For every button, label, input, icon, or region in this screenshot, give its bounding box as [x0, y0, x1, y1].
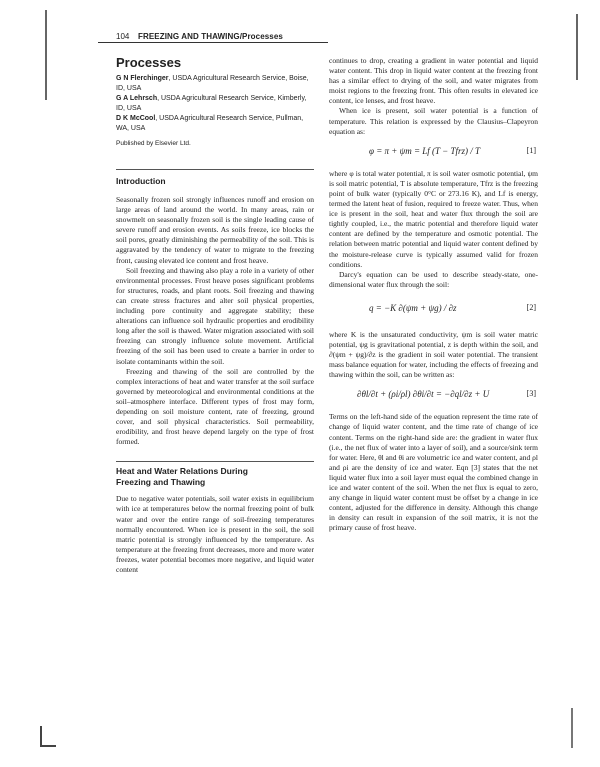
heading-line-1: Heat and Water Relations During	[116, 466, 248, 477]
running-header	[98, 29, 328, 43]
equation-1-expression: φ = π + ψm = Lf (T − Tfrz) / T	[369, 145, 480, 156]
author-2	[116, 94, 314, 114]
intro-paragraph-3: Freezing and thawing of the soil are controlled by the complex interactions of heat and water transfer at the soil surface governed by meteorological and environmental conditions at the soil–atmosphere interface. Different types of frost may form, depending on soil moisture content, rate of freezing, ground cover, and soil physical characteristics. Soil permeability, erodibility, and frost heave depend largely on the type of frost formed.	[116, 366, 314, 447]
crop-mark-bottom-right	[571, 708, 573, 748]
author-1	[116, 74, 314, 94]
header-rule	[98, 42, 328, 43]
equation-3-expression: ∂θl/∂t + (ρi/ρl) ∂θi/∂t = −∂ql/∂z + U	[357, 389, 490, 400]
section-divider	[116, 169, 314, 170]
crop-mark-bottom-left	[40, 726, 42, 746]
author-affiliation: , USDA Agricultural Research Service, Pullman, WA, USA	[116, 115, 304, 132]
heat-water-paragraph: Due to negative water potentials, soil water exists in equilibrium with ice at temperatures below the normal freezing point of bulk water and over the entire range of soil-freezing temperatures normally encountered. When ice is present in the soil, the soil matric potential is strongly influenced by the temperature. As temperature at the freezing front decreases, more and more water freezes, water potential becomes more negative, and liquid water content	[116, 494, 314, 574]
publisher-note: Published by Elsevier Ltd.	[116, 140, 191, 147]
equation-2-expression: q = −K ∂(ψm + ψg) / ∂z	[369, 302, 457, 313]
equation-2	[329, 300, 538, 324]
equation-2-number: [2]	[526, 302, 536, 312]
right-column	[329, 56, 538, 533]
section-divider	[116, 461, 314, 462]
page-number: 104	[116, 32, 130, 41]
article-title: Processes	[116, 55, 182, 70]
author-3	[116, 114, 314, 134]
left-column	[116, 55, 314, 575]
author-name: G N Flerchinger	[116, 75, 169, 82]
intro-paragraph-2: Soil freezing and thawing also play a role in a variety of other environmental processes. Frost heave poses significant problems for structures, roads, and plant roots. Soil freezing and thawing can create stress fractures and alter soil physical properties, including pore continuity and aggregate stability; these alterations can influence soil hydraulic properties and erodibility long after the soil is thawed. Water migration associated with soil freezing can strongly influence solute movement. Artificial freezing of the soil has been used to create a barrier in order to isolate contaminants within the soil.	[116, 265, 314, 366]
author-name: G A Lehrsch	[116, 95, 158, 102]
right-paragraph-3: where φ is total water potential, π is soil water osmotic potential, ψm is soil matric potential, T is absolute temperature, Tfrz is the freezing point of bulk water (typically 0°C or 273.16 K), and Lf is energy, termed the latent heat of fusion, required to freeze water. Thus, when ice is present in the soil, heat and water flux through the soil are tightly coupled, i.e., the matric potential and therefore liquid water content are defined by the temperature and osmotic potential. The relation between matric potential and liquid water content defined by the moisture-release curve is typically assumed valid for frozen conditions.	[329, 168, 538, 269]
right-paragraph-5: where K is the unsaturated conductivity, ψm is soil water matric potential, ψg is gravitational potential, z is depth within the soil, and ∂(ψm + ψg)/∂z is the gradient in soil water potential. The transient mass balance equation for water, including the effects of freezing and thawing within the soil, can be written as:	[329, 329, 538, 380]
equation-3-number: [3]	[526, 389, 536, 399]
author-affiliation: , USDA Agricultural Research Service, Boise, ID, USA	[116, 75, 309, 92]
crop-mark-top-right	[576, 14, 578, 80]
running-title: FREEZING AND THAWING/Processes	[138, 32, 283, 41]
equation-1-number: [1]	[526, 145, 536, 155]
author-affiliation: , USDA Agricultural Research Service, Kimberly, ID, USA	[116, 95, 307, 112]
right-paragraph-4: Darcy's equation can be used to describe steady-state, one-dimensional water flux through the soil:	[329, 269, 538, 289]
crop-mark-bottom-left-h	[40, 745, 56, 747]
heading-introduction: Introduction	[116, 176, 166, 186]
crop-mark-top-left	[45, 10, 47, 100]
right-paragraph-2: When ice is present, soil water potential is a function of temperature. This relation is expressed by the Clausius–Clapeyron equation as:	[329, 106, 538, 136]
heading-heat-water	[116, 466, 314, 488]
author-name: D K McCool	[116, 115, 156, 122]
heading-line-2: Freezing and Thawing	[116, 477, 206, 488]
equation-3	[329, 386, 538, 408]
equation-1	[329, 143, 538, 165]
right-paragraph-6: Terms on the left-hand side of the equation represent the time rate of change of liquid water content, and the time rate of change of ice content. Terms on the right-hand side are: the gradient in water flux (i.e., the net flux of water into a layer of soil), and a source/sink term for water. Here, θl and θi are volumetric ice and water content, and ρl and ρi are the density of ice and water. Eqn [3] states that the net liquid water flux into a soil layer must equal the combined change in ice and water content of the soil. When the net flux is equal to zero, any change in liquid water content must be offset by a change in ice content, adjusted for the difference in density. Although this change in density can result in expansion of the soil matrix, it is not the primary cause of frost heave.	[329, 412, 538, 533]
right-paragraph-1: continues to drop, creating a gradient in water potential and liquid water content. This drop in liquid water content at the freezing front has a similar effect to drying of the soil, and water migrates from moist regions to the freezing front. This often results in elevated ice content, ice lenses, and frost heave.	[329, 56, 538, 106]
intro-paragraph-1: Seasonally frozen soil strongly influences runoff and erosion on large areas of land around the world. In many areas, rain or snowmelt on seasonally frozen soil is the single leading cause of severe runoff and erosion events. As soils freeze, ice blocks the soil pores, greatly diminishing the permeability of the soil. This is aggravated by the tendency of water to migrate to the freezing front, causing elevated ice content and frost heave.	[116, 195, 314, 265]
